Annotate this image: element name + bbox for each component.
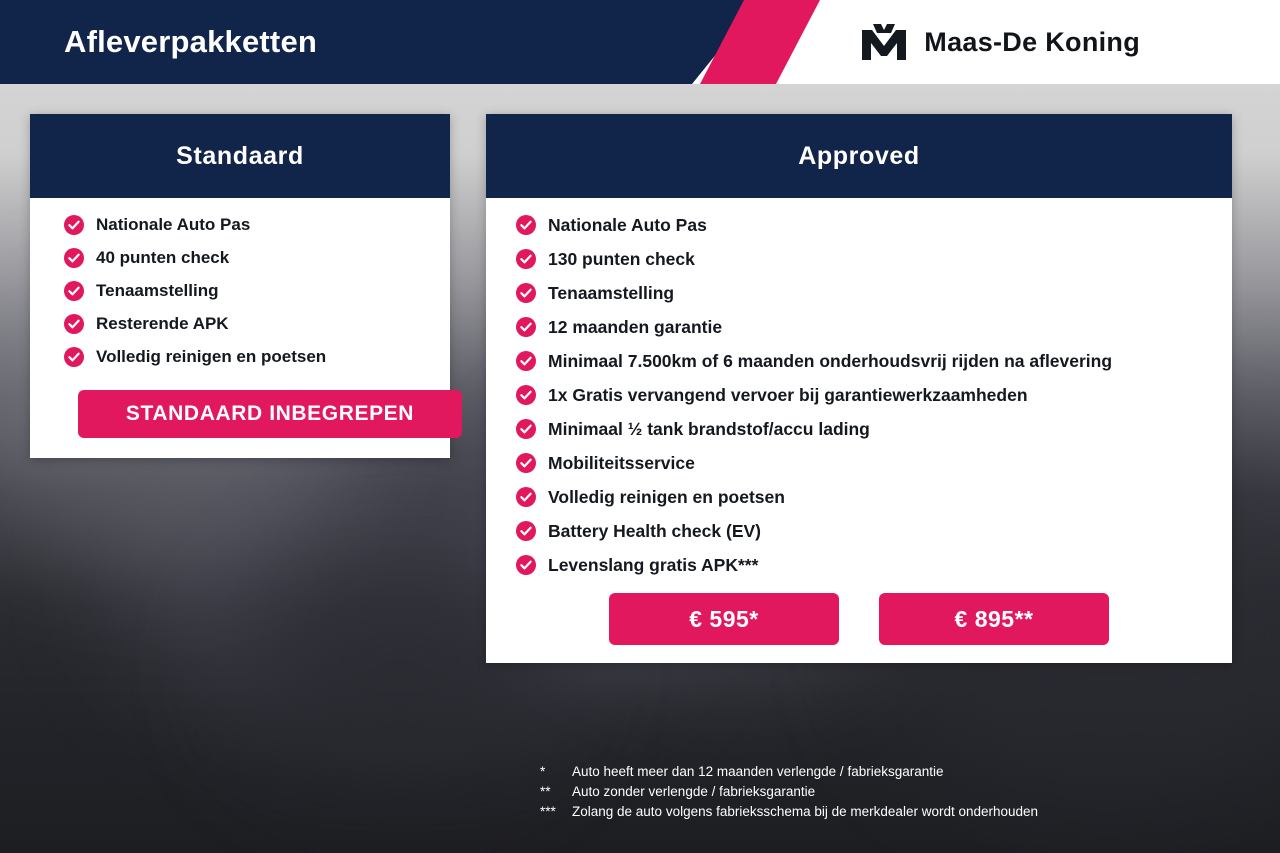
list-item bbox=[504, 350, 1214, 373]
feature-label: Volledig reinigen en poetsen bbox=[548, 487, 785, 507]
list-item bbox=[48, 214, 432, 236]
list-item bbox=[504, 520, 1214, 543]
check-circle-icon bbox=[64, 215, 84, 235]
feature-label: Minimaal 7.500km of 6 maanden onderhoudsvrij rijden na aflevering bbox=[548, 351, 1113, 371]
check-circle-icon bbox=[516, 283, 536, 303]
standard-package-card bbox=[30, 114, 450, 458]
check-circle-icon bbox=[64, 248, 84, 268]
check-circle-icon bbox=[516, 215, 536, 235]
feature-label: 130 punten check bbox=[548, 249, 695, 269]
brand-name: Maas-De Koning bbox=[924, 26, 1140, 57]
feature-label: Resterende APK bbox=[96, 314, 229, 333]
maas-de-koning-logo-icon bbox=[860, 22, 908, 62]
list-item bbox=[48, 280, 432, 302]
list-item bbox=[504, 248, 1214, 271]
feature-label: 12 maanden garantie bbox=[548, 317, 723, 337]
feature-label: Levenslang gratis APK*** bbox=[548, 555, 759, 575]
standaard-inbegrepen-button[interactable]: STANDAARD INBEGREPEN bbox=[78, 390, 462, 438]
footnote-text: Zolang de auto volgens fabrieksschema bij de merkdealer wordt onderhouden bbox=[572, 804, 1039, 819]
check-circle-icon bbox=[64, 347, 84, 367]
approved-card-body bbox=[486, 198, 1232, 663]
standard-feature-list bbox=[48, 214, 432, 368]
check-circle-icon bbox=[516, 521, 536, 541]
approved-package-card bbox=[486, 114, 1232, 663]
check-circle-icon bbox=[516, 487, 536, 507]
check-circle-icon bbox=[516, 317, 536, 337]
page-header bbox=[0, 0, 1280, 84]
price-button-row bbox=[504, 593, 1214, 645]
list-item bbox=[504, 384, 1214, 407]
footnote-2 bbox=[540, 782, 1240, 802]
check-circle-icon bbox=[516, 453, 536, 473]
check-circle-icon bbox=[516, 249, 536, 269]
page-title: Afleverpakketten bbox=[64, 24, 318, 59]
standard-card-heading: Standaard bbox=[30, 114, 450, 198]
check-circle-icon bbox=[516, 351, 536, 371]
list-item bbox=[48, 313, 432, 335]
feature-label: Tenaamstelling bbox=[548, 283, 675, 303]
list-item bbox=[48, 247, 432, 269]
feature-label: Nationale Auto Pas bbox=[548, 215, 707, 235]
check-circle-icon bbox=[64, 314, 84, 334]
price-button-895[interactable]: € 895** bbox=[879, 593, 1109, 645]
check-circle-icon bbox=[516, 385, 536, 405]
feature-label: Mobiliteitsservice bbox=[548, 453, 695, 473]
check-circle-icon bbox=[64, 281, 84, 301]
footnote-text: Auto zonder verlengde / fabrieksgarantie bbox=[572, 784, 816, 799]
feature-label: Nationale Auto Pas bbox=[96, 215, 251, 234]
list-item bbox=[504, 452, 1214, 475]
price-button-595[interactable]: € 595* bbox=[609, 593, 839, 645]
approved-card-heading: Approved bbox=[486, 114, 1232, 198]
check-circle-icon bbox=[516, 555, 536, 575]
footnote-3 bbox=[540, 802, 1240, 822]
standard-card-body bbox=[30, 198, 450, 458]
list-item bbox=[504, 554, 1214, 577]
footnote-text: Auto heeft meer dan 12 maanden verlengde / fabrieksgarantie bbox=[572, 764, 944, 779]
feature-label: Minimaal ½ tank brandstof/accu lading bbox=[548, 419, 870, 439]
footnote-marker: *** bbox=[540, 804, 556, 819]
list-item bbox=[504, 282, 1214, 305]
footnote-1 bbox=[540, 762, 1240, 782]
list-item bbox=[504, 418, 1214, 441]
brand-lockup bbox=[860, 0, 1140, 84]
list-item bbox=[48, 346, 432, 368]
feature-label: Tenaamstelling bbox=[96, 281, 219, 300]
list-item bbox=[504, 486, 1214, 509]
feature-label: Volledig reinigen en poetsen bbox=[96, 347, 327, 366]
footnote-marker: ** bbox=[540, 784, 551, 799]
feature-label: Battery Health check (EV) bbox=[548, 521, 761, 541]
approved-feature-list bbox=[504, 214, 1214, 577]
list-item bbox=[504, 214, 1214, 237]
feature-label: 40 punten check bbox=[96, 248, 230, 267]
list-item bbox=[504, 316, 1214, 339]
footnotes bbox=[540, 762, 1240, 822]
footnote-marker: * bbox=[540, 764, 546, 779]
check-circle-icon bbox=[516, 419, 536, 439]
feature-label: 1x Gratis vervangend vervoer bij garantiewerkzaamheden bbox=[548, 385, 1028, 405]
